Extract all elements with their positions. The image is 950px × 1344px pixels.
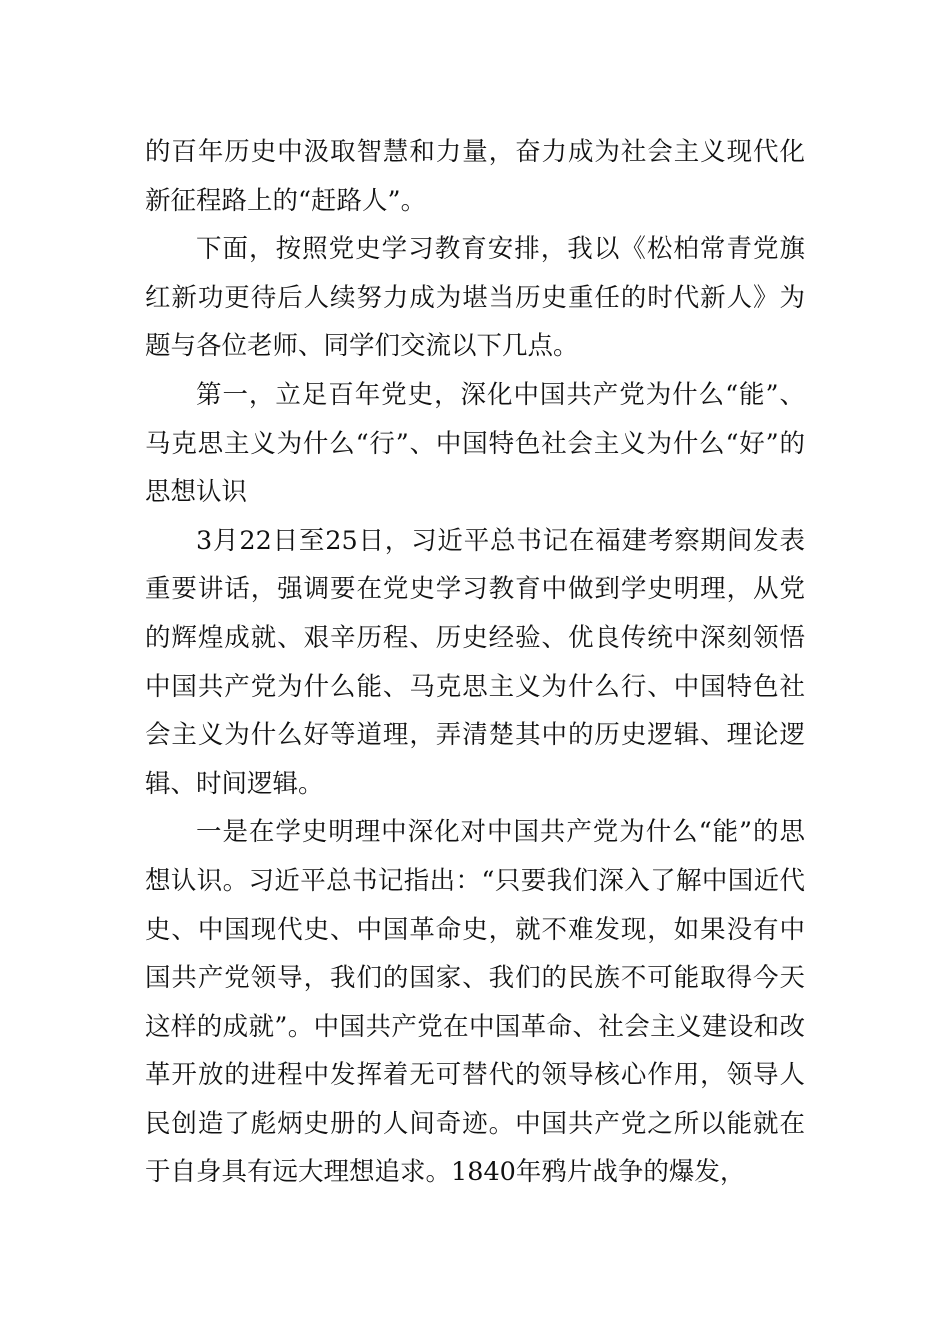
paragraph-speech: 3月22日至25日，习近平总书记在福建考察期间发表重要讲话，强调要在党史学习教育中做到学史明理，从党的辉煌成就、艰辛历程、历史经验、优良传统中深刻领悟中国共产党为什么能、马克思主义为什么行、中国特色社会主义为什么好等道理，弄清楚其中的历史逻辑、理论逻辑、时间逻辑。 <box>145 525 805 799</box>
paragraph-continuation: 的百年历史中汲取智慧和力量，奋力成为社会主义现代化新征程路上的“赶路人”。 <box>145 137 805 216</box>
paragraph-intro: 下面，按照党史学习教育安排，我以《松柏常青党旗红新功更待后人续努力成为堪当历史重任的时代新人》为题与各位老师、同学们交流以下几点。 <box>145 234 805 362</box>
document-body <box>145 128 805 1197</box>
section-heading: 第一，立足百年党史，深化中国共产党为什么“能”、马克思主义为什么“行”、中国特色社会主义为什么“好”的思想认识 <box>145 379 805 508</box>
paragraph-point-one: 一是在学史明理中深化对中国共产党为什么“能”的思想认识。习近平总书记指出：“只要我们深入了解中国近代史、中国现代史、中国革命史，就不难发现，如果没有中国共产党领导，我们的国家、我们的民族不可能取得今天这样的成就”。中国共产党在中国革命、社会主义建设和改革开放的进程中发挥着无可替代的领导核心作用，领导人民创造了彪炳史册的人间奇迹。中国共产党之所以能就在于自身具有远大理想追求。1840年鸦片战争的爆发， <box>145 817 805 1188</box>
